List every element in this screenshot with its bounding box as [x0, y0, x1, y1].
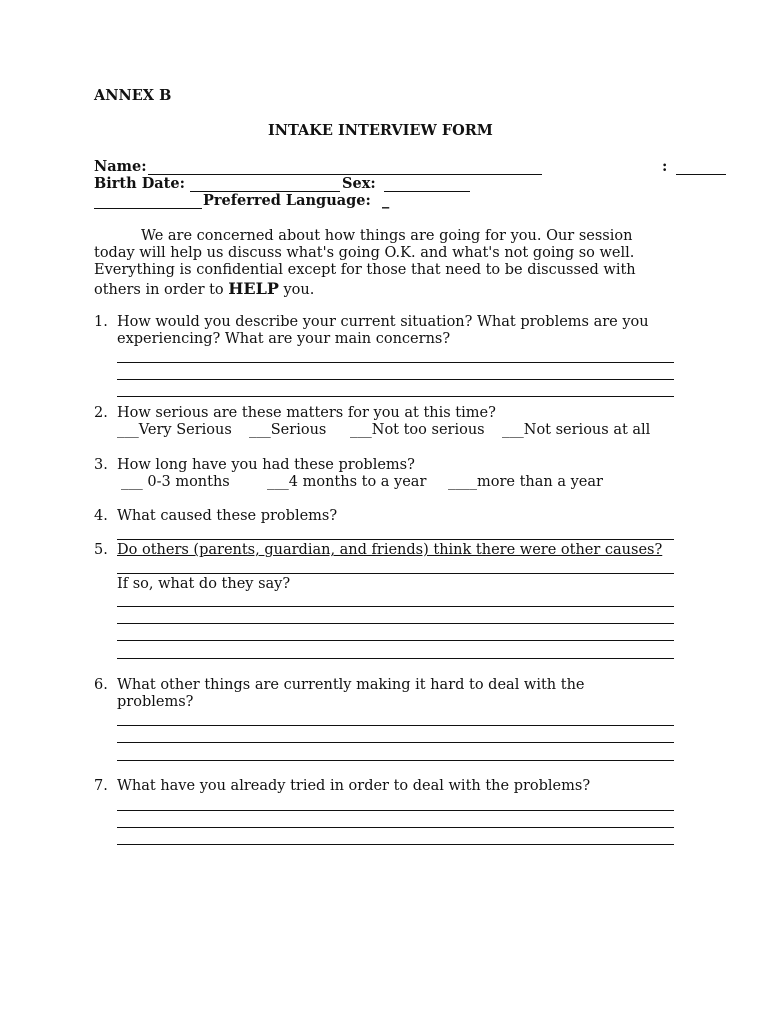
intro-line-3: Everything is confidential except for those that need to be discussed with: [94, 262, 636, 278]
question-2-number: 2.: [94, 405, 108, 421]
question-3-number: 3.: [94, 457, 108, 473]
answer-line-q1-2[interactable]: [117, 379, 674, 380]
question-4-number: 4.: [94, 508, 108, 524]
option-serious[interactable]: ___Serious: [249, 422, 327, 438]
answer-line-q5-3[interactable]: [117, 623, 674, 624]
question-7-number: 7.: [94, 778, 108, 794]
intro-line-4: [94, 279, 314, 298]
answer-line-q5-4[interactable]: [117, 640, 674, 641]
form-title: INTAKE INTERVIEW FORM: [268, 122, 493, 139]
preferred-language-label: Preferred Language:: [203, 192, 371, 209]
question-6-line-2: problems?: [117, 694, 194, 710]
name-field[interactable]: [148, 160, 542, 175]
option-4-months-to-a-year[interactable]: ___4 months to a year: [267, 474, 427, 490]
birth-date-field[interactable]: [190, 177, 340, 192]
question-2-line-1: How serious are these matters for you at this time?: [117, 405, 496, 421]
answer-line-q7-2[interactable]: [117, 827, 674, 828]
intro-line-4-post: you.: [283, 282, 315, 298]
sex-label: Sex:: [342, 175, 376, 192]
answer-line-q7-3[interactable]: [117, 844, 674, 845]
intro-line-4-pre: others in order to: [94, 282, 224, 298]
option-0-3-months[interactable]: ___ 0-3 months: [121, 474, 230, 490]
question-5-line-1: Do others (parents, guardian, and friends) think there were other causes?: [117, 542, 663, 558]
answer-line-q6-2[interactable]: [117, 742, 674, 743]
colon-label: :: [662, 158, 668, 175]
help-emphasis: HELP: [228, 279, 279, 298]
name-label: Name:: [94, 158, 147, 175]
intro-line-1: We are concerned about how things are going for you. Our session: [141, 228, 633, 244]
question-5-number: 5.: [94, 542, 108, 558]
birth-date-label: Birth Date:: [94, 175, 185, 192]
question-6-line-1: What other things are currently making it hard to deal with the: [117, 677, 585, 693]
question-3-line-1: How long have you had these problems?: [117, 457, 415, 473]
option-not-too-serious[interactable]: ___Not too serious: [350, 422, 485, 438]
answer-line-q6-3[interactable]: [117, 760, 674, 761]
answer-line-q7-1[interactable]: [117, 810, 674, 811]
answer-line-q6-1[interactable]: [117, 725, 674, 726]
option-not-serious-at-all[interactable]: ___Not serious at all: [502, 422, 651, 438]
option-very-serious[interactable]: ___Very Serious: [117, 422, 232, 438]
question-1-line-2: experiencing? What are your main concerns?: [117, 331, 451, 347]
annex-label: ANNEX B: [94, 87, 172, 104]
answer-line-q5-2[interactable]: [117, 606, 674, 607]
answer-line-q5-1[interactable]: [117, 573, 674, 574]
language-prefix-field[interactable]: [94, 194, 202, 209]
sex-field[interactable]: [384, 177, 470, 192]
question-1-number: 1.: [94, 314, 108, 330]
intro-line-2: today will help us discuss what's going O.K. and what's not going so well.: [94, 245, 635, 261]
question-7-line-1: What have you already tried in order to deal with the problems?: [117, 778, 591, 794]
answer-line-q4-1[interactable]: [117, 539, 674, 540]
question-5-followup: If so, what do they say?: [117, 576, 291, 592]
question-4-line-1: What caused these problems?: [117, 508, 338, 524]
colon-field[interactable]: [676, 160, 726, 175]
answer-line-q1-3[interactable]: [117, 396, 674, 397]
question-6-number: 6.: [94, 677, 108, 693]
option-more-than-a-year[interactable]: ____more than a year: [448, 474, 603, 490]
answer-line-q1-1[interactable]: [117, 362, 674, 363]
preferred-language-field[interactable]: _: [382, 192, 390, 209]
question-1-line-1: How would you describe your current situation? What problems are you: [117, 314, 649, 330]
answer-line-q5-5[interactable]: [117, 658, 674, 659]
